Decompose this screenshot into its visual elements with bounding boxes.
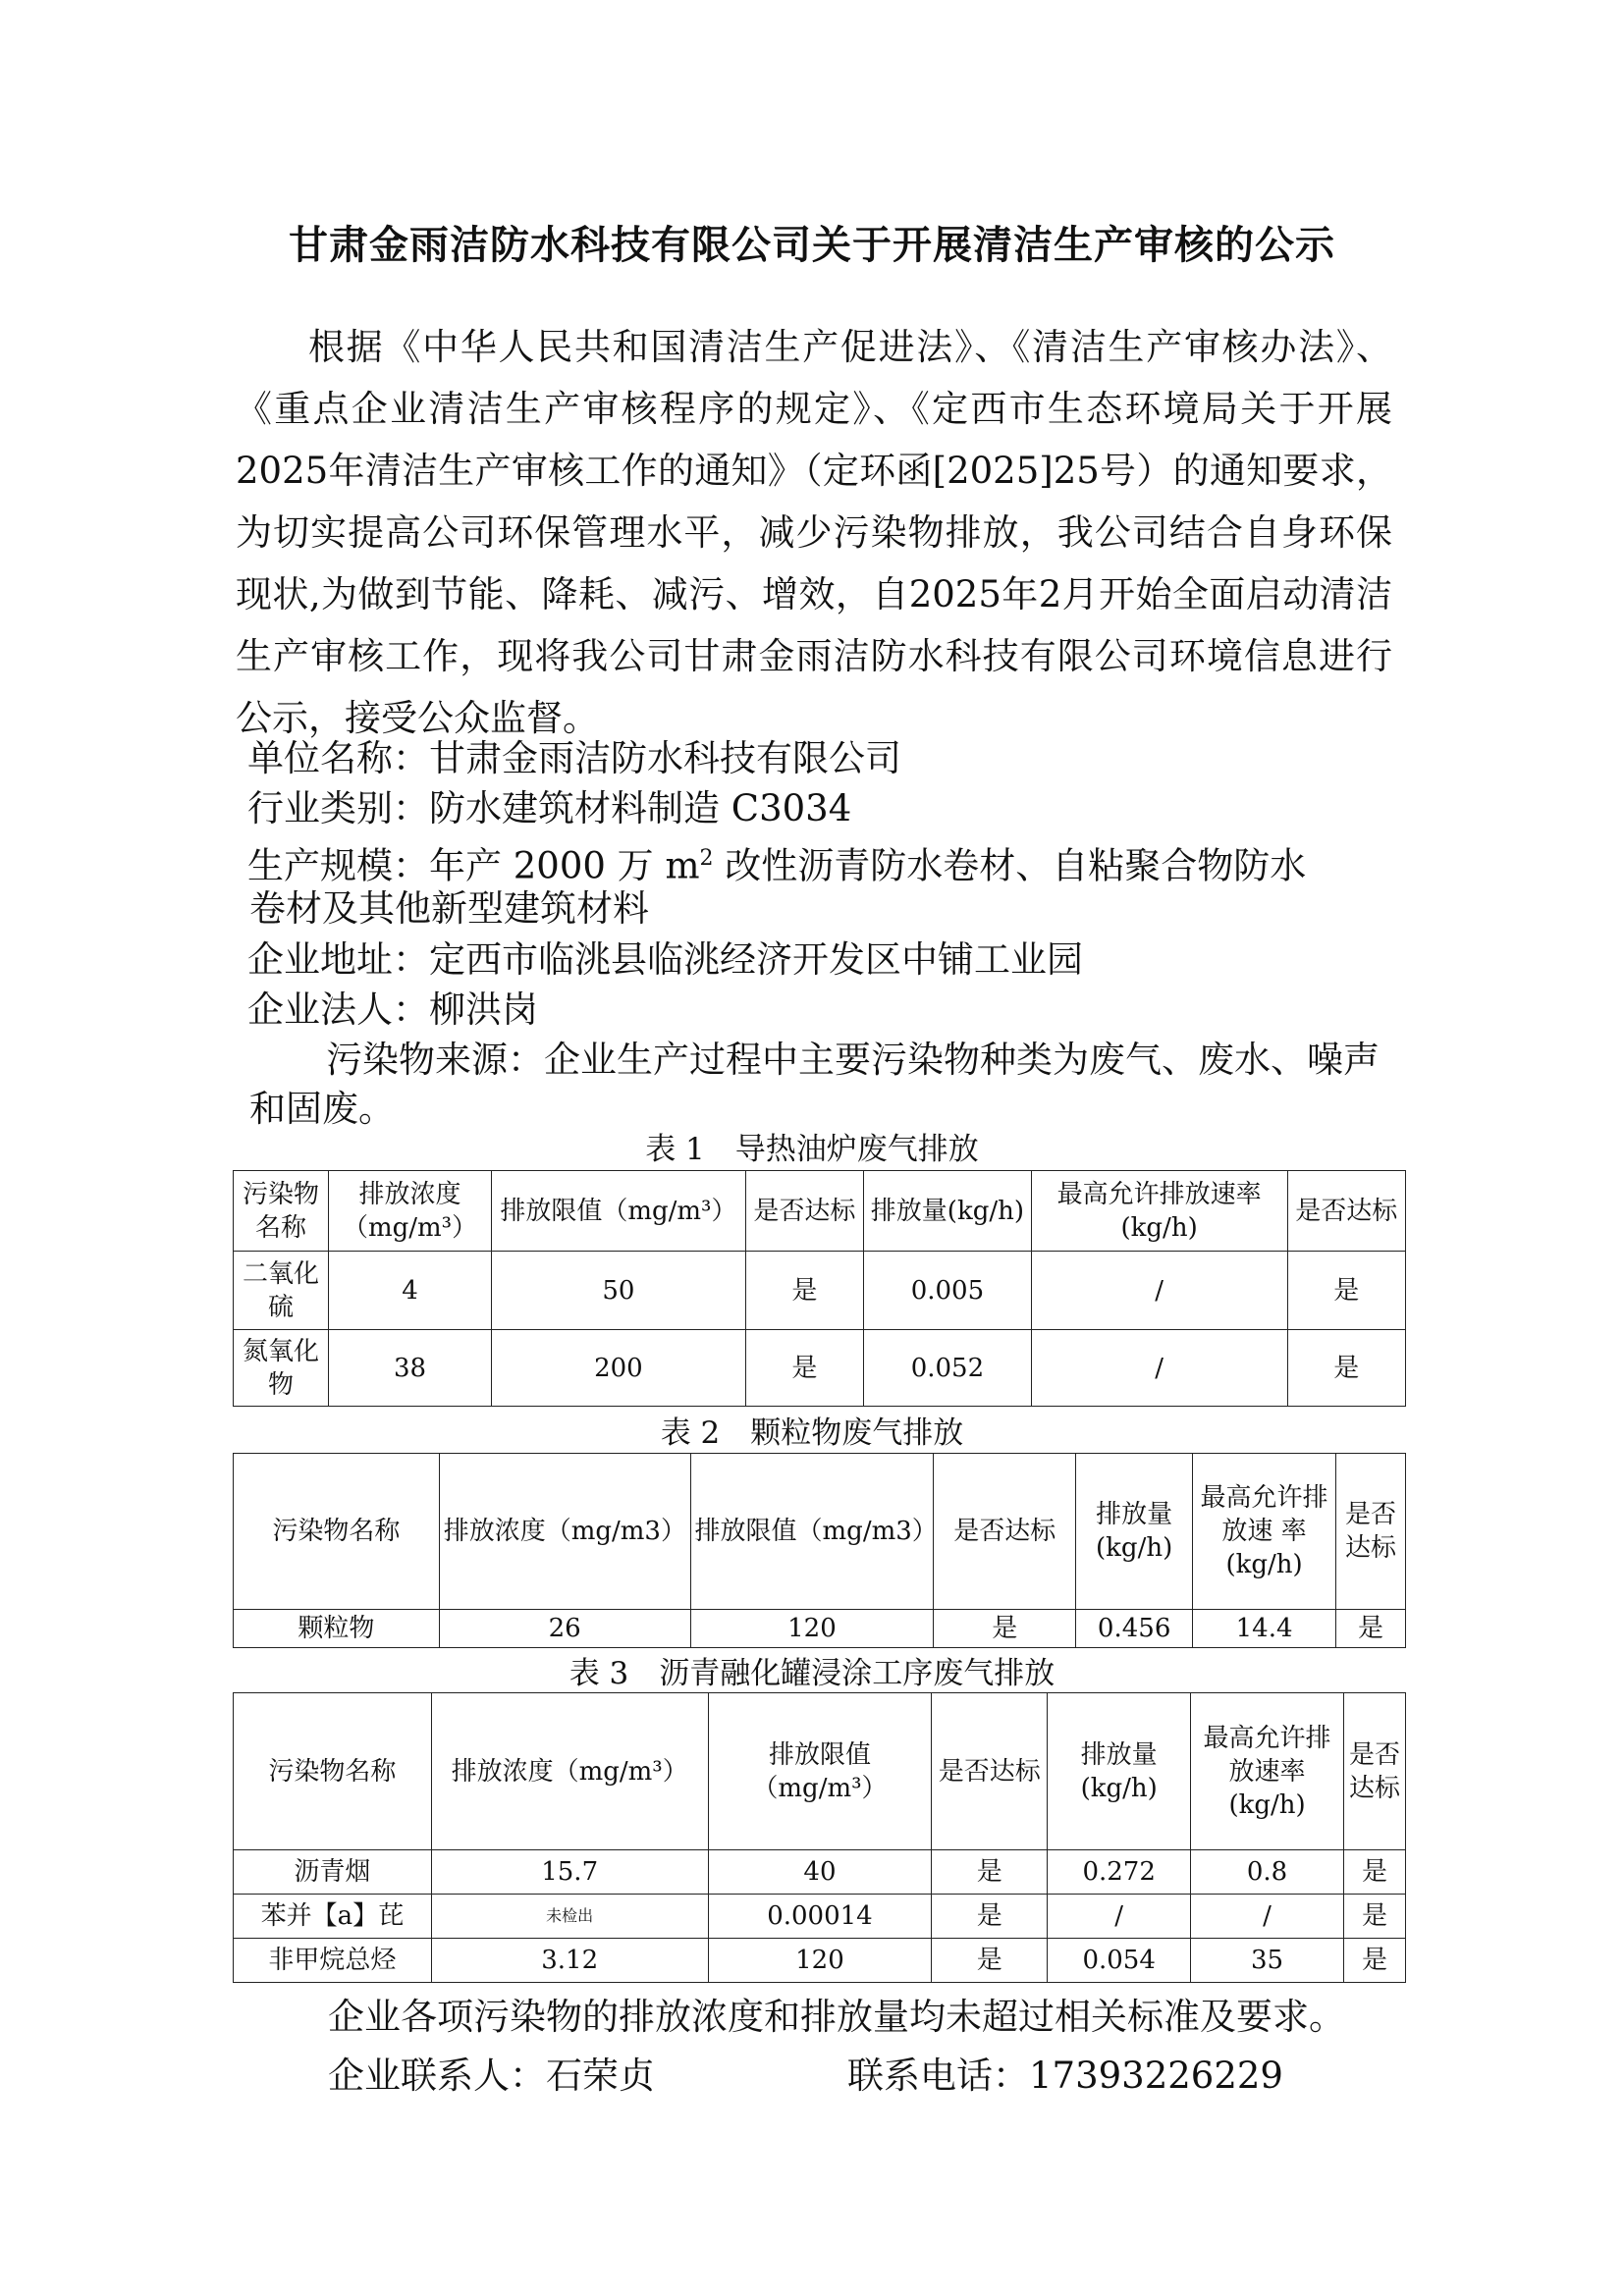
table-cell: 0.005 xyxy=(864,1252,1032,1330)
table-cell: 120 xyxy=(708,1939,932,1983)
table-cell: / xyxy=(1191,1895,1344,1939)
table-cell: / xyxy=(1031,1252,1287,1330)
table2-header: 最高允许排放速 率(kg/h) xyxy=(1193,1454,1336,1610)
table1-header: 是否达标 xyxy=(1287,1171,1405,1252)
table3-caption: 表 3 沥青融化罐浸涂工序废气排放 xyxy=(568,1656,1056,1691)
table-cell: 是 xyxy=(932,1939,1048,1983)
contact-phone: 联系电话：17393226229 xyxy=(847,2055,1283,2097)
intro-paragraph: 根据《中华人民共和国清洁生产促进法》、《清洁生产审核办法》、《重点企业清洁生产审核程序的规定》、《定西市生态环境局关于开展2025年清洁生产审核工作的通知》（定环函[2025]25号）的通知要求，为切实提高公司环保管理水平，减少污染物排放，我公司结合自身环保现状,为做到节能、降耗、减污、增效，自2025年2月开始全面启动清洁生产审核工作，现将我公司甘肃金雨洁防水科技有限公司环境信息进行公示，接受公众监督。 xyxy=(236,326,1392,739)
table-cell: 未检出 xyxy=(431,1895,708,1939)
industry-category: 行业类别：防水建筑材料制造 C3034 xyxy=(247,787,852,829)
table-cell: / xyxy=(1048,1895,1191,1939)
table-cell: 是 xyxy=(932,1850,1048,1895)
table-cell: 氮氧化物 xyxy=(234,1330,329,1407)
table2-header: 是否达标 xyxy=(1336,1454,1406,1610)
table-cell: 15.7 xyxy=(431,1850,708,1895)
production-scale-cont: 卷材及其他新型建筑材料 xyxy=(249,887,649,930)
table-row xyxy=(234,1330,1406,1407)
table-cell: 4 xyxy=(328,1252,491,1330)
table-cell: 0.456 xyxy=(1076,1610,1193,1648)
table-cell: 40 xyxy=(708,1850,932,1895)
table2-header: 污染物名称 xyxy=(234,1454,440,1610)
table1-header-row xyxy=(234,1171,1406,1252)
table-cell: 3.12 xyxy=(431,1939,708,1983)
enterprise-address: 企业地址：定西市临洮县临洮经济开发区中铺工业园 xyxy=(247,938,1083,981)
table-cell: 沥青烟 xyxy=(234,1850,432,1895)
table-cell: 120 xyxy=(690,1610,934,1648)
scale-pre: 生产规模：年产 2000 万 m xyxy=(247,844,700,887)
table1-header: 排放限值（mg/m³） xyxy=(492,1171,746,1252)
table-cell: 是 xyxy=(1344,1939,1406,1983)
table-cell: 0.8 xyxy=(1191,1850,1344,1895)
table-cell: 是 xyxy=(1287,1330,1405,1407)
scale-sup: 2 xyxy=(699,846,714,871)
table-cell: 是 xyxy=(1336,1610,1406,1648)
table3-header: 排放浓度（mg/m³） xyxy=(431,1693,708,1850)
contact-person: 企业联系人：石荣贞 xyxy=(328,2055,655,2097)
table-row xyxy=(234,1610,1406,1648)
table-cell: 35 xyxy=(1191,1939,1344,1983)
table-row xyxy=(234,1252,1406,1330)
table-cell: 颗粒物 xyxy=(234,1610,440,1648)
table-cell: 38 xyxy=(328,1330,491,1407)
table-row xyxy=(234,1939,1406,1983)
table3-header: 是否达标 xyxy=(932,1693,1048,1850)
table-cell: 是 xyxy=(745,1252,863,1330)
table2-caption: 表 2 颗粒物废气排放 xyxy=(660,1415,964,1451)
table-cell: 26 xyxy=(439,1610,690,1648)
table-cell: 是 xyxy=(932,1895,1048,1939)
legal-person: 企业法人：柳洪岗 xyxy=(247,988,538,1031)
table2-header: 是否达标 xyxy=(934,1454,1076,1610)
table-cell: 是 xyxy=(934,1610,1076,1648)
table-cell: 200 xyxy=(492,1330,746,1407)
table1-header: 污染物名称 xyxy=(234,1171,329,1252)
table-cell: 0.272 xyxy=(1048,1850,1191,1895)
table-cell: 0.052 xyxy=(864,1330,1032,1407)
table-cell: 二氧化硫 xyxy=(234,1252,329,1330)
table2-header-row xyxy=(234,1454,1406,1610)
table1-header: 排放量(kg/h) xyxy=(864,1171,1032,1252)
table-cell: 是 xyxy=(1344,1850,1406,1895)
table3-header: 污染物名称 xyxy=(234,1693,432,1850)
table-row xyxy=(234,1850,1406,1895)
unit-name: 单位名称：甘肃金雨洁防水科技有限公司 xyxy=(247,737,901,779)
table3-header: 是否达标 xyxy=(1344,1693,1406,1850)
table2-header: 排放浓度（mg/m3） xyxy=(439,1454,690,1610)
table-cell: 50 xyxy=(492,1252,746,1330)
table-cell: 苯并【a】芘 xyxy=(234,1895,432,1939)
production-scale xyxy=(247,834,1396,890)
table3 xyxy=(233,1692,1406,1983)
scale-post: 改性沥青防水卷材、自粘聚合物防水 xyxy=(713,844,1307,887)
table2 xyxy=(233,1453,1406,1648)
table-cell: 0.00014 xyxy=(708,1895,932,1939)
table2-header: 排放量(kg/h) xyxy=(1076,1454,1193,1610)
table3-header: 排放限值（mg/m³） xyxy=(708,1693,932,1850)
table-cell: / xyxy=(1031,1330,1287,1407)
pollution-source: 污染物来源：企业生产过程中主要污染物种类为废气、废水、噪声和固废。 xyxy=(249,1039,1380,1130)
table1-header: 是否达标 xyxy=(745,1171,863,1252)
table-row xyxy=(234,1895,1406,1939)
table3-header: 排放量(kg/h) xyxy=(1048,1693,1191,1850)
table3-header-row xyxy=(234,1693,1406,1850)
table1-caption: 表 1 导热油炉废气排放 xyxy=(645,1132,979,1167)
table-cell: 0.054 xyxy=(1048,1939,1191,1983)
page-title: 甘肃金雨洁防水科技有限公司关于开展清洁生产审核的公示 xyxy=(289,222,1335,268)
table-cell: 是 xyxy=(745,1330,863,1407)
table-cell: 是 xyxy=(1287,1252,1405,1330)
table-cell: 14.4 xyxy=(1193,1610,1336,1648)
table3-header: 最高允许排放速率(kg/h) xyxy=(1191,1693,1344,1850)
table-cell: 是 xyxy=(1344,1895,1406,1939)
table1-header: 排放浓度（mg/m³） xyxy=(328,1171,491,1252)
table-cell: 非甲烷总烃 xyxy=(234,1939,432,1983)
compliance-statement: 企业各项污染物的排放浓度和排放量均未超过相关标准及要求。 xyxy=(328,1996,1345,2038)
table2-header: 排放限值（mg/m3） xyxy=(690,1454,934,1610)
table1 xyxy=(233,1170,1406,1407)
table1-header: 最高允许排放速率(kg/h) xyxy=(1031,1171,1287,1252)
